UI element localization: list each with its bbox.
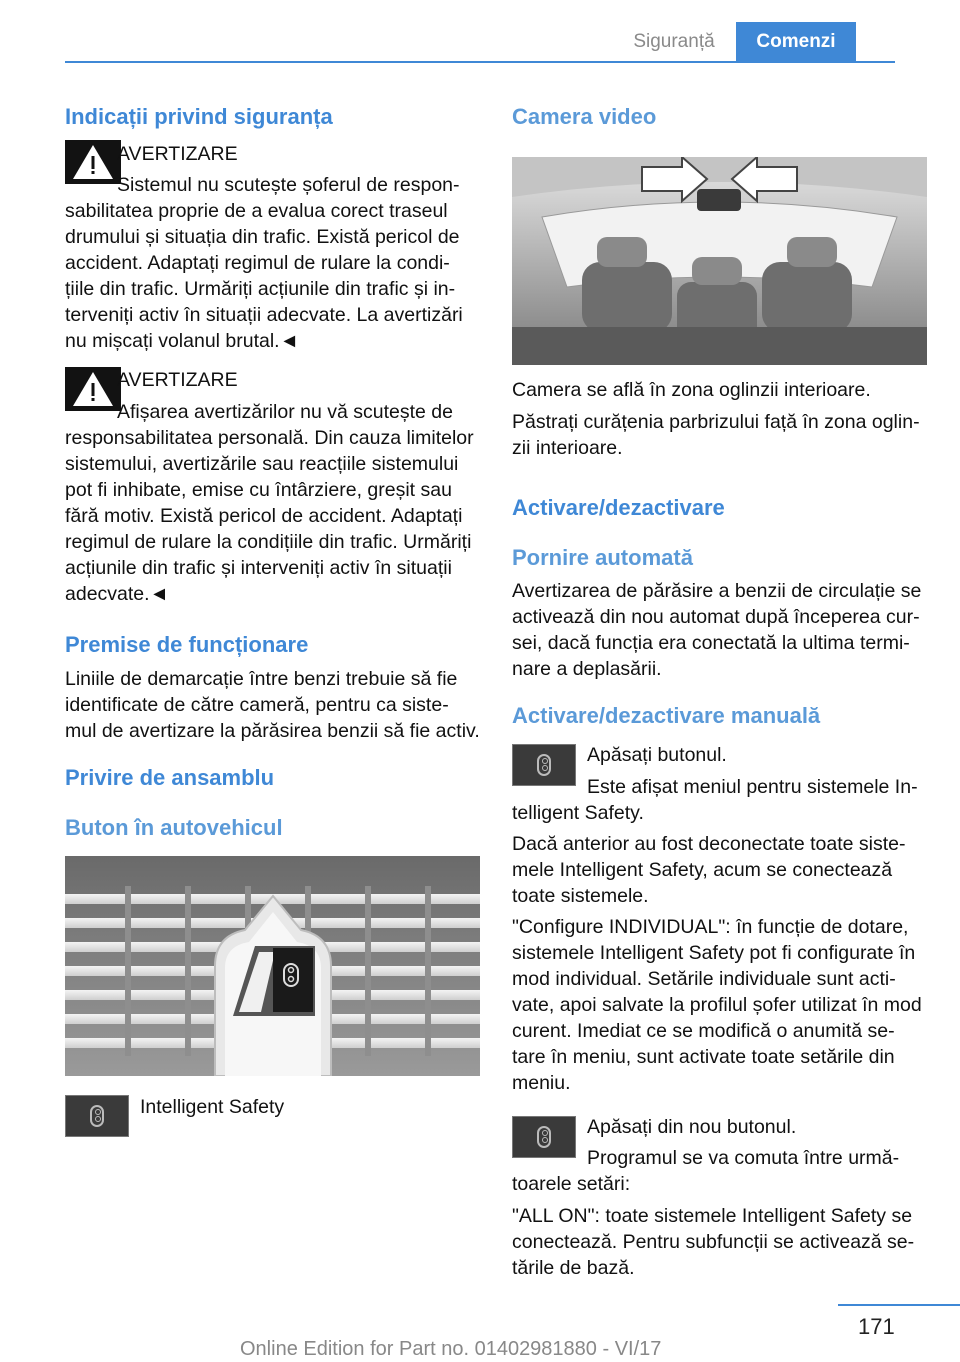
premise-text: Liniile de demarcație între benzi trebuie să fie	[65, 668, 458, 690]
warning-2-text: pot fi inhibate, emise cu întârziere, greșit sau	[65, 479, 452, 501]
menu-text: telligent Safety.	[512, 802, 644, 824]
warning-1-text: nu mișcați volanul brutal.◄	[65, 330, 299, 352]
camera-text: Camera se află în zona oglinzii interioare.	[512, 379, 871, 401]
heading-button-in-vehicle: Buton în autovehicul	[65, 815, 283, 840]
press-again-text: Apăsați din nou butonul.	[587, 1116, 797, 1138]
intelligent-safety-button-icon	[512, 744, 576, 786]
warning-triangle-icon	[65, 367, 121, 411]
toggle-text: toarele setări:	[512, 1173, 631, 1195]
button-caption: Intelligent Safety	[140, 1096, 285, 1118]
toggle-text: Programul se va comuta între urmă-	[587, 1147, 900, 1169]
warning-2-text: Afișarea avertizărilor nu vă scutește de	[117, 401, 453, 423]
warning-1-text: sabilitatea proprie de a evalua corect traseul	[65, 200, 448, 222]
config-text: tare în meniu, sunt activate toate setările din	[512, 1046, 895, 1068]
warning-2-label: AVERTIZARE	[117, 369, 238, 391]
auto-text: Avertizarea de părăsire a benzii de circulație se	[512, 580, 922, 602]
premise-text: identificate de către cameră, pentru ca siste-	[65, 694, 449, 716]
warning-2-text: fără motiv. Există pericol de accident. Adaptați	[65, 505, 463, 527]
warning-1-text: Sistemul nu scutește șoferul de respon-	[117, 174, 460, 196]
camera-text: zii interioare.	[512, 437, 623, 459]
header-section-tab: Siguranță	[633, 31, 715, 52]
heading-safety-indications: Indicații privind siguranța	[65, 104, 333, 129]
heading-premise: Premise de funcționare	[65, 632, 309, 657]
all-on-text: conectează. Pentru subfuncții se activează se-	[512, 1231, 915, 1253]
premise-text: mul de avertizare la părăsirea benzii să fie activ.	[65, 720, 480, 742]
warning-1-text: terveniți activ în situații adecvate. La avertizări	[65, 304, 463, 326]
heading-camera: Camera video	[512, 104, 657, 129]
warning-1-text: accident. Adaptați regimul de rulare la condi-	[65, 252, 450, 274]
auto-text: nare a deplasării.	[512, 658, 662, 680]
header-active-tab: Comenzi	[736, 22, 856, 62]
heading-activation: Activare/dezactivare	[512, 495, 725, 520]
intelligent-safety-button-icon	[65, 1095, 129, 1137]
warning-triangle-icon	[65, 140, 121, 184]
previous-text: toate sistemele.	[512, 885, 649, 907]
heading-manual: Activare/dezactivare manuală	[512, 703, 821, 728]
warning-1-label: AVERTIZARE	[117, 143, 238, 165]
heading-overview: Privire de ansamblu	[65, 765, 275, 790]
page-number: 171	[858, 1314, 895, 1339]
all-on-text: "ALL ON": toate sistemele Intelligent Safety se	[512, 1205, 913, 1227]
camera-photo	[512, 157, 927, 365]
footer-rule	[838, 1304, 960, 1306]
warning-2-text: adecvate.◄	[65, 583, 169, 605]
config-text: vate, apoi salvate la profilul șofer utilizat în mod	[512, 994, 922, 1016]
warning-2-text: responsabilitatea personală. Din cauza limitelor	[65, 427, 474, 449]
config-text: mod individual. Setările individuale sunt acti-	[512, 968, 896, 990]
warning-1-text: drumului și situația din trafic. Există pericol de	[65, 226, 460, 248]
header-rule	[65, 61, 895, 63]
config-text: curent. Imediat ce se modifică o anumită se-	[512, 1020, 895, 1042]
previous-text: Dacă anterior au fost deconectate toate siste-	[512, 833, 906, 855]
warning-1-text: țiile din trafic. Urmăriți acțiunile din trafic și in-	[65, 278, 456, 300]
previous-text: mele Intelligent Safety, acum se conectează	[512, 859, 893, 881]
warning-2-text: acțiunile din trafic și interveniți activ în situații	[65, 557, 452, 579]
config-text: "Configure INDIVIDUAL": în funcție de dotare,	[512, 916, 909, 938]
config-text: meniu.	[512, 1072, 571, 1094]
auto-text: sei, dacă funcția era conectată la ultima termi-	[512, 632, 910, 654]
press-button-text: Apăsați butonul.	[587, 744, 727, 766]
warning-2-text: sistemului, avertizările sau reacțiile sistemului	[65, 453, 459, 475]
camera-text: Păstrați curățenia parbrizului față în zona oglin-	[512, 411, 920, 433]
heading-auto-start: Pornire automată	[512, 545, 693, 570]
warning-2-text: regimul de rulare la condițiile din trafic. Urmăriți	[65, 531, 472, 553]
intelligent-safety-button-icon	[512, 1116, 576, 1158]
auto-text: activează din nou automat după începerea cur-	[512, 606, 920, 628]
menu-text: Este afișat meniul pentru sistemele In-	[587, 776, 918, 798]
footer-edition: Online Edition for Part no. 01402981880 - VI/17	[240, 1338, 662, 1360]
button-photo	[65, 856, 480, 1076]
config-text: sistemele Intelligent Safety pot fi configurate în	[512, 942, 916, 964]
all-on-text: tările de bază.	[512, 1257, 635, 1279]
